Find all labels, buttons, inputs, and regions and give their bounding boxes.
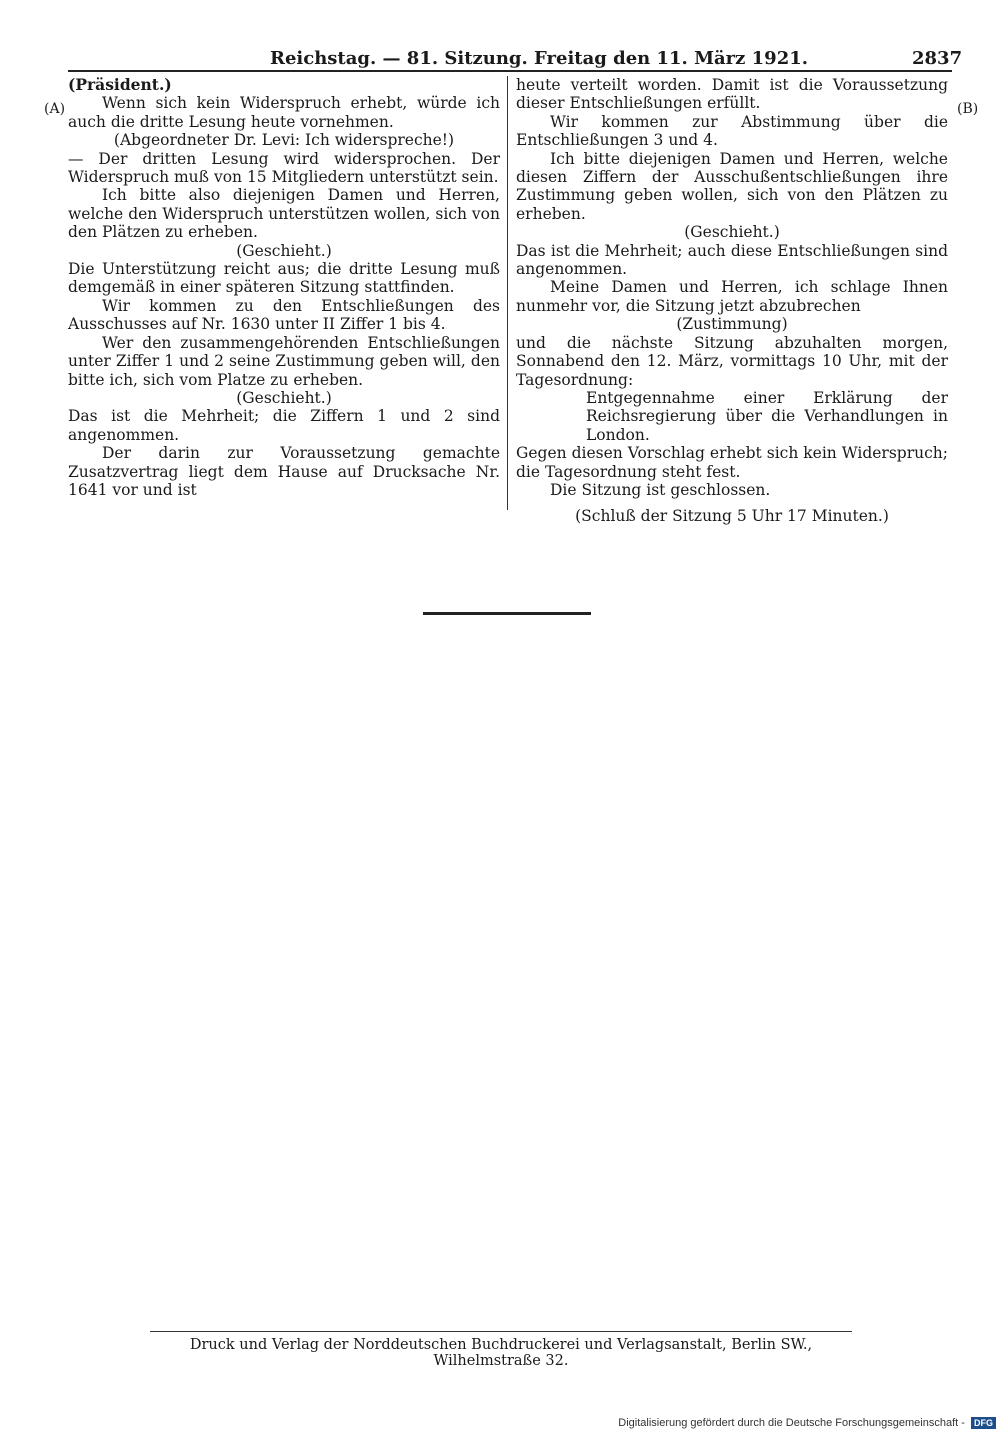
stage-direction: (Zustimmung) [676,315,788,334]
paragraph: Das ist die Mehrheit; auch diese Entschließungen sind angenommen. [516,241,948,279]
stage-direction: (Geschieht.) [236,388,332,407]
dfg-logo: DFG [971,1417,996,1429]
paragraph: Ich bitte also diejenigen Damen und Herren, welche den Widerspruch unterstützen wollen, sich von den Plätzen zu erheben. [68,186,500,242]
paragraph: Wir kommen zur Abstimmung über die Entschließungen 3 und 4. [516,112,948,150]
paragraph: Die Unterstützung reicht aus; die dritte Lesung muß demgemäß in einer späteren Sitzung stattfinden. [68,260,500,297]
agenda-item: Entgegennahme einer Erklärung der Reichsregierung über die Verhandlungen in London. [586,388,948,444]
paragraph: Wir kommen zu den Entschließungen des Ausschusses auf Nr. 1630 unter II Ziffer 1 bis 4. [68,296,500,334]
margin-label-b: (B) [957,101,979,117]
session-end: (Schluß der Sitzung 5 Uhr 17 Minuten.) [575,507,889,526]
speaker-label: (Präsident.) [68,75,172,94]
header-rule [68,70,952,72]
digitization-text: Digitalisierung gefördert durch die Deutsche Forschungsgemeinschaft - [618,1417,965,1429]
left-column [68,76,500,499]
paragraph: Wenn sich kein Widerspruch erhebt, würde ich auch die dritte Lesung heute vornehmen. [68,94,500,131]
paragraph: — Der dritten Lesung wird widersprochen. Der Widerspruch muß von 15 Mitgliedern unterstützt sein. [68,149,500,187]
paragraph: Der darin zur Voraussetzung gemachte Zusatzvertrag liegt dem Hause auf Drucksache Nr. 1641 vor und ist [68,444,500,499]
paragraph: Wer den zusammengehörenden Entschließungen unter Ziffer 1 und 2 seine Zustimmung geben will, den bitte ich, sich vom Platze zu erheben. [68,333,500,389]
margin-label-a: (A) [44,101,66,117]
section-end-rule [423,612,591,615]
stage-direction: (Geschieht.) [684,223,780,242]
digitization-note [618,1417,996,1429]
paragraph: und die nächste Sitzung abzuhalten morgen, Sonnabend den 12. März, vormittags 10 Uhr, mit der Tagesordnung: [516,333,948,389]
paragraph: Das ist die Mehrheit; die Ziffern 1 und 2 sind angenommen. [68,407,500,444]
paragraph: Die Sitzung ist geschlossen. [550,480,771,499]
page-number: 2837 [912,48,963,69]
paragraph: Meine Damen und Herren, ich schlage Ihnen nunmehr vor, die Sitzung jetzt abzubrechen [516,278,948,315]
paragraph: Ich bitte diejenigen Damen und Herren, welche diesen Ziffern der Ausschußentschließungen ihre Zustimmung geben wollen, sich von den Plätzen zu erheben. [516,149,948,223]
right-column [516,76,948,526]
column-divider [507,76,508,510]
imprint-footer: Druck und Verlag der Norddeutschen Buchdruckerei und Verlagsanstalt, Berlin SW., Wilhelmstraße 32. [189,1337,813,1369]
paragraph: Gegen diesen Vorschlag erhebt sich kein Widerspruch; die Tagesordnung steht fest. [516,444,948,481]
interjection: (Abgeordneter Dr. Levi: Ich widerspreche!) [113,131,455,150]
running-title: Reichstag. — 81. Sitzung. Freitag den 11. März 1921. [270,48,809,69]
stage-direction: (Geschieht.) [236,241,332,260]
paragraph: heute verteilt worden. Damit ist die Voraussetzung dieser Entschließungen erfüllt. [516,76,948,113]
footer-rule [150,1331,852,1332]
